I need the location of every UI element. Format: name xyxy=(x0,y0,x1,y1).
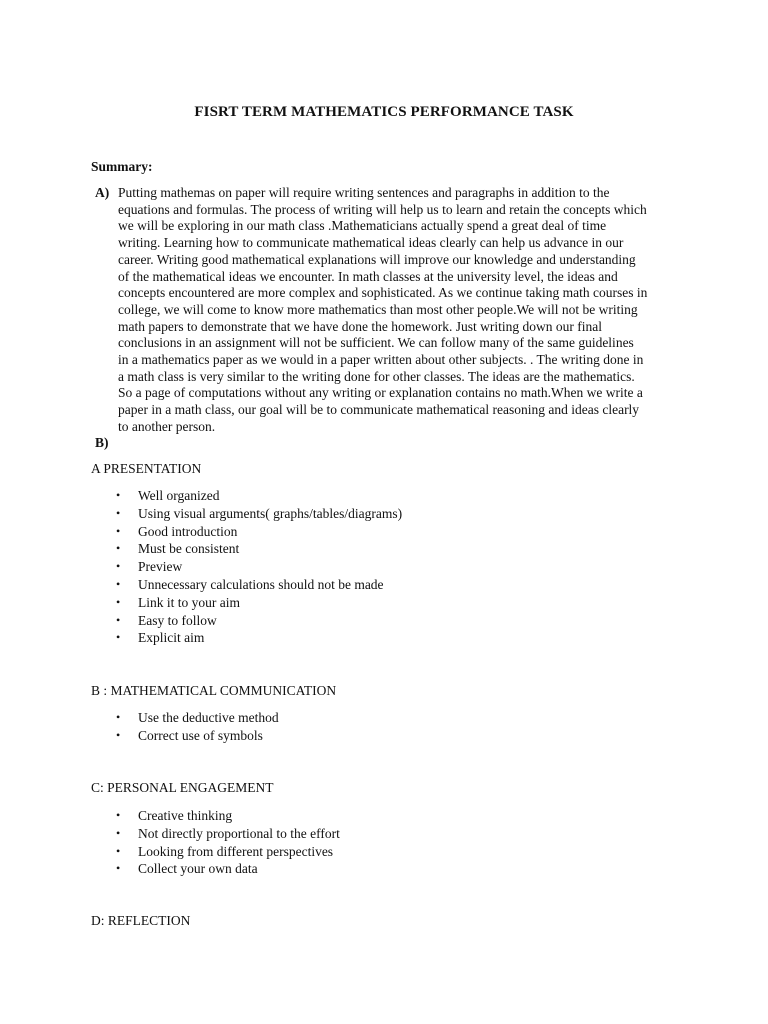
list-item-text: Looking from different perspectives xyxy=(138,843,334,859)
list-item-text: Collect your own data xyxy=(138,861,258,877)
list-item xyxy=(0,612,402,630)
part-a-marker: A) xyxy=(95,185,110,200)
paragraph-line: to another person. xyxy=(118,418,216,434)
list-item-text: Correct use of symbols xyxy=(138,727,263,743)
section-heading-communication: B : MATHEMATICAL COMMUNICATION xyxy=(91,683,337,698)
presentation-list xyxy=(0,487,402,647)
list-item-text: Use the deductive method xyxy=(138,710,279,725)
bullet-icon: • xyxy=(116,727,121,742)
list-item xyxy=(0,860,340,878)
communication-list xyxy=(0,709,279,745)
engagement-list xyxy=(0,807,340,878)
paragraph-line: a math class is very similar to the writing done for other classes. The ideas are the mathematics. xyxy=(118,368,635,384)
section-heading-engagement: C: PERSONAL ENGAGEMENT xyxy=(91,780,274,795)
list-item xyxy=(0,843,340,861)
paragraph-line: of the mathematical ideas we encounter. In math classes at the university level, the ideas and xyxy=(118,268,618,284)
bullet-icon: • xyxy=(116,808,121,822)
paragraph-line: conclusions in an assignment will not be sufficient. We can follow many of the same guidelines xyxy=(118,335,634,351)
part-b-marker: B) xyxy=(95,435,109,450)
list-item-text: Preview xyxy=(138,559,183,575)
list-item-text: Using visual arguments( graphs/tables/diagrams) xyxy=(138,505,403,521)
list-item xyxy=(0,594,402,612)
list-item xyxy=(0,523,402,541)
list-item-text: Creative thinking xyxy=(138,808,233,823)
list-item xyxy=(0,709,279,727)
list-item xyxy=(0,807,340,825)
paragraph-line: we will be exploring in our math class .Mathematicians actually spend a great deal of time xyxy=(118,218,607,234)
list-item-text: Well organized xyxy=(138,488,220,503)
paragraph-line: writing. Learning how to communicate mathematical ideas clearly can help us advance in our xyxy=(118,235,624,251)
bullet-icon: • xyxy=(116,710,121,724)
paragraph-line: concepts encountered are more complex and sophisticated. As we continue taking math courses in xyxy=(118,285,648,301)
list-item-text: Good introduction xyxy=(138,523,238,539)
paragraph-line: career. Writing good mathematical explanations will improve our knowledge and understanding xyxy=(118,251,636,267)
list-item-text: Explicit aim xyxy=(138,630,205,646)
list-item xyxy=(0,727,279,745)
bullet-icon: • xyxy=(116,861,121,876)
list-item xyxy=(0,487,402,505)
paragraph-line: Putting mathemas on paper will require writing sentences and paragraphs in addition to the xyxy=(118,185,610,200)
list-item-text: Easy to follow xyxy=(138,612,217,628)
bullet-icon: • xyxy=(116,523,121,538)
list-item xyxy=(0,629,402,647)
summary-paragraph xyxy=(118,185,678,436)
document-title: FISRT TERM MATHEMATICS PERFORMANCE TASK xyxy=(194,104,574,120)
summary-label: Summary: xyxy=(91,159,153,174)
list-item xyxy=(0,540,402,558)
list-item-text: Unnecessary calculations should not be made xyxy=(138,576,384,592)
paragraph-line: equations and formulas. The process of writing will help us to learn and retain the concepts which xyxy=(118,201,647,217)
list-item-text: Link it to your aim xyxy=(138,594,240,610)
bullet-icon: • xyxy=(116,541,121,556)
bullet-icon: • xyxy=(116,825,121,840)
bullet-icon: • xyxy=(116,612,121,627)
list-item xyxy=(0,505,402,523)
list-item-text: Not directly proportional to the effort xyxy=(138,825,340,841)
bullet-icon: • xyxy=(116,594,121,609)
paragraph-line: math papers to demonstrate that we have done the homework. Just writing down our final xyxy=(118,318,603,334)
section-heading-reflection: D: REFLECTION xyxy=(91,913,191,928)
bullet-icon: • xyxy=(116,559,121,574)
bullet-icon: • xyxy=(116,576,121,591)
paragraph-line: in a mathematics paper as we would in a paper written about other subjects. . The writing done in xyxy=(118,352,644,368)
bullet-icon: • xyxy=(116,488,121,502)
list-item xyxy=(0,558,402,576)
list-item-text: Must be consistent xyxy=(138,541,240,557)
bullet-icon: • xyxy=(116,505,121,520)
list-item xyxy=(0,825,340,843)
list-item xyxy=(0,576,402,594)
paragraph-line: paper in a math class, our goal will be to communicate mathematical reasoning and ideas clearly xyxy=(118,402,640,418)
bullet-icon: • xyxy=(116,630,121,645)
paragraph-line: college, we will come to know more mathematics than most other people.We will not be writing xyxy=(118,301,638,317)
paragraph-line: So a page of computations without any writing or explanation contains no math.When we write a xyxy=(118,385,643,401)
section-heading-presentation: A PRESENTATION xyxy=(91,461,202,476)
bullet-icon: • xyxy=(116,843,121,858)
